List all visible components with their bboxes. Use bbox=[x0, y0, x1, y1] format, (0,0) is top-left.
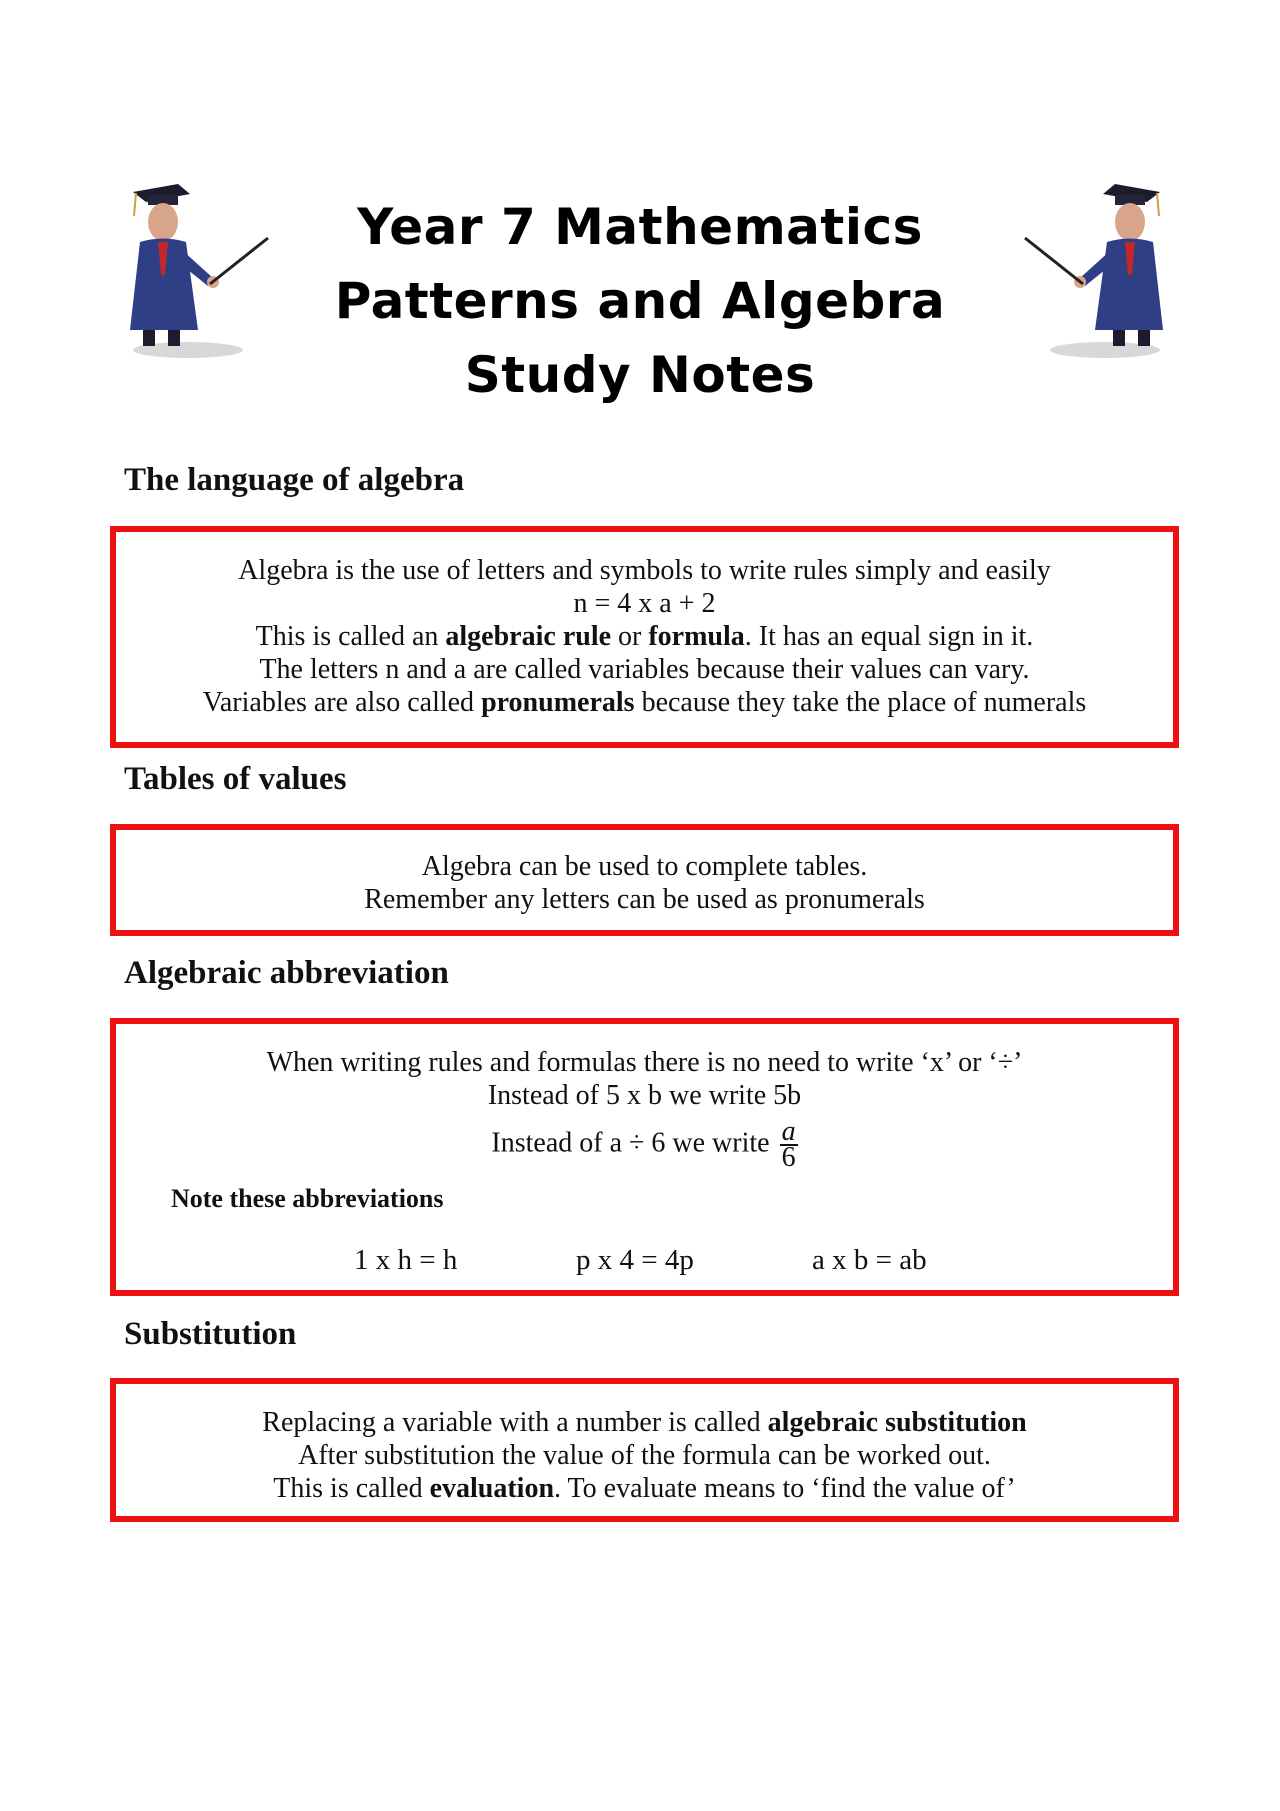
term-algebraic-substitution: algebraic substitution bbox=[767, 1407, 1027, 1438]
abbrev-line-1: When writing rules and formulas there is no need to write ‘x’ or ‘÷’ bbox=[266, 1047, 1023, 1078]
substitution-line-3: This is called evaluation. To evaluate means to ‘find the value of’ bbox=[273, 1473, 1016, 1504]
term-pronumerals: pronumerals bbox=[481, 687, 635, 718]
page-title bbox=[330, 190, 950, 412]
abbrev-line-3: Instead of a ÷ 6 we write $\frac{a}{6}$ bbox=[491, 1116, 796, 1173]
tables-line-2: Remember any letters can be used as pronumerals bbox=[364, 884, 925, 915]
language-line-1: Algebra is the use of letters and symbols to write rules simply and easily bbox=[238, 555, 1051, 586]
language-line-5: Variables are also called pronumerals because they take the place of numerals bbox=[202, 687, 1087, 718]
graduate-teacher-image-right bbox=[1015, 180, 1175, 360]
abbrev-line-2: Instead of 5 x b we write 5b bbox=[487, 1080, 802, 1111]
substitution-line-2: After substitution the value of the formula can be worked out. bbox=[298, 1440, 991, 1471]
title-line-3: Study Notes bbox=[464, 346, 816, 404]
term-formula: formula bbox=[648, 621, 745, 652]
fraction-a-over-6: $\frac{a}{6}$ bbox=[781, 1116, 796, 1173]
term-algebraic-rule: algebraic rule bbox=[445, 621, 612, 652]
box-language-of-algebra bbox=[110, 526, 1179, 748]
title-line-2: Patterns and Algebra bbox=[334, 272, 946, 330]
box-algebraic-abbreviation bbox=[110, 1018, 1179, 1296]
heading-language-of-algebra: The language of algebra bbox=[124, 462, 465, 498]
abbrev-example-1: 1 x h = h bbox=[354, 1244, 458, 1276]
substitution-line-1: Replacing a variable with a number is called algebraic substitution bbox=[262, 1407, 1027, 1438]
heading-algebraic-abbreviation: Algebraic abbreviation bbox=[124, 955, 449, 991]
graduate-teacher-image bbox=[118, 180, 278, 360]
abbrev-example-3: a x b = ab bbox=[812, 1244, 927, 1276]
box-substitution bbox=[110, 1378, 1179, 1522]
abbrev-example-2: p x 4 = 4p bbox=[576, 1244, 694, 1276]
language-line-4: The letters n and a are called variables because their values can vary. bbox=[259, 654, 1030, 685]
title-line-1: Year 7 Mathematics bbox=[357, 198, 923, 256]
heading-tables-of-values: Tables of values bbox=[124, 761, 347, 797]
language-line-2: n = 4 x a + 2 bbox=[573, 588, 716, 619]
box-tables-of-values bbox=[110, 824, 1179, 936]
tables-line-1: Algebra can be used to complete tables. bbox=[421, 851, 868, 882]
term-evaluation: evaluation bbox=[429, 1473, 555, 1504]
language-line-3: This is called an algebraic rule or formula. It has an equal sign in it. bbox=[255, 621, 1034, 652]
note-abbreviations-label: Note these abbreviations bbox=[171, 1184, 444, 1213]
heading-substitution: Substitution bbox=[124, 1316, 297, 1352]
